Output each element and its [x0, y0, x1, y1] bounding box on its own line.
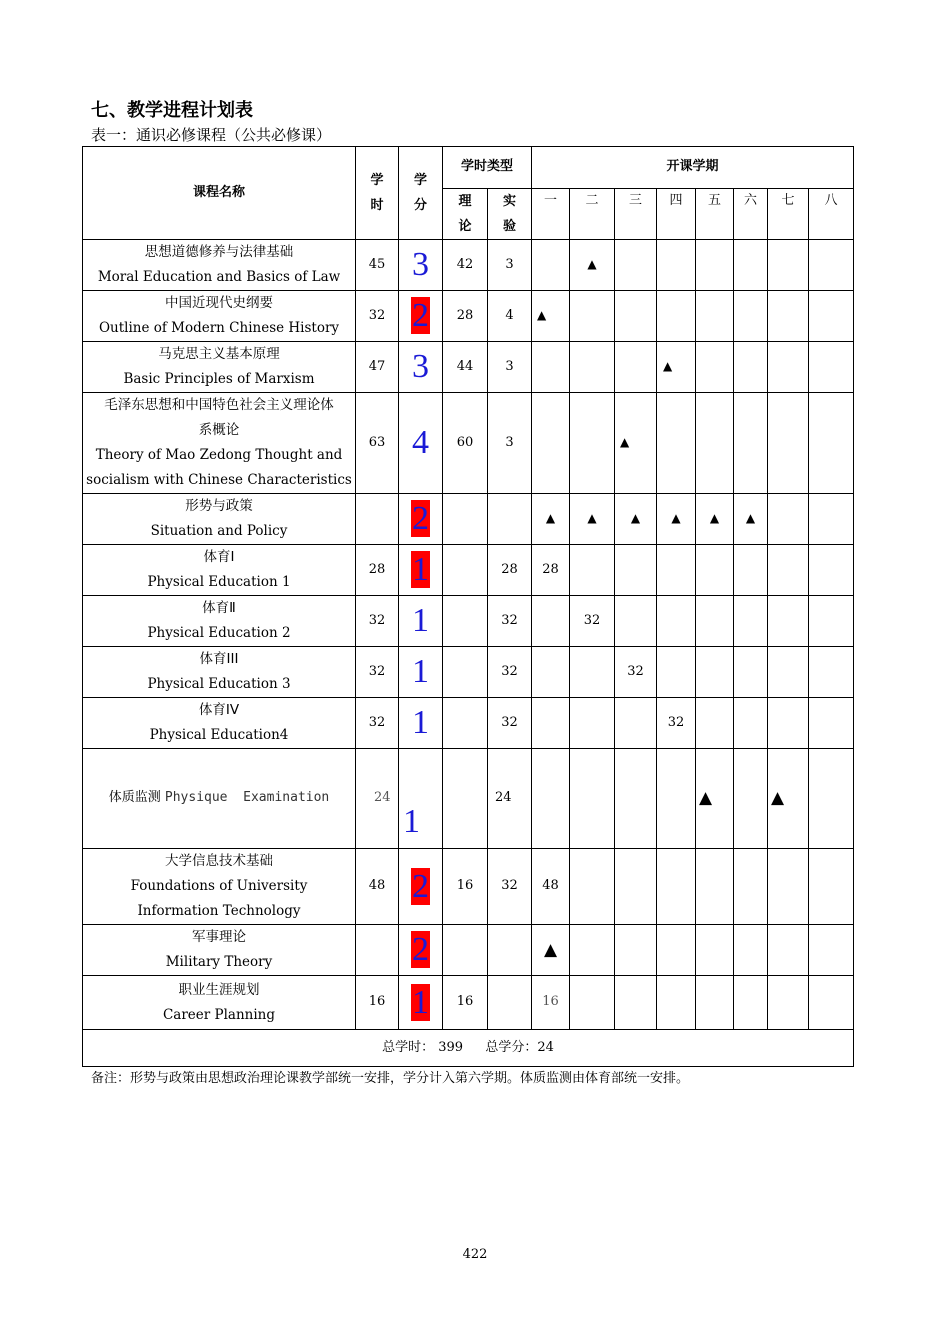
total-credits-value: 24: [537, 1039, 554, 1055]
header-theory: 理 论: [443, 189, 488, 240]
totals-cell: [83, 1030, 854, 1067]
term-cell: [570, 240, 615, 291]
header-course-name: 课程名称: [83, 147, 356, 240]
course-name-en: Career Planning: [162, 1006, 276, 1023]
term-cell: [657, 545, 696, 596]
course-name-en: Physical Education 1: [147, 574, 291, 590]
term-cell: 48: [532, 849, 570, 925]
course-name-cell: [83, 976, 356, 1030]
term-cell: [734, 698, 768, 749]
hours-cell: 32: [356, 647, 399, 698]
course-name-cn: 体育Ⅰ: [203, 549, 235, 565]
term-cell: [768, 849, 809, 925]
term-cell: [657, 393, 696, 494]
term-cell: [532, 240, 570, 291]
course-name-cn: 形势与政策: [185, 498, 253, 514]
term-cell: [657, 749, 696, 849]
term-cell: [768, 494, 809, 545]
term-cell: [657, 647, 696, 698]
credit-cell: [399, 925, 443, 976]
term-cell: [768, 596, 809, 647]
credit-value: 3: [412, 246, 429, 283]
hours-cell: 28: [356, 545, 399, 596]
term-cell: [532, 494, 570, 545]
term-cell: [532, 749, 570, 849]
credit-value: 1: [412, 704, 429, 741]
theory-cell: [443, 647, 488, 698]
section-title: 七、教学进程计划表: [91, 100, 253, 121]
triangle-icon: ▲: [671, 510, 681, 525]
header-term-2: 二: [570, 189, 615, 240]
term-cell: [809, 291, 854, 342]
term-cell: [809, 976, 854, 1030]
course-name-cell: [83, 647, 356, 698]
practice-cell: 32: [488, 596, 532, 647]
theory-cell: 16: [443, 976, 488, 1030]
table-row: [83, 749, 854, 849]
term-cell: [809, 240, 854, 291]
triangle-icon: ▲: [709, 510, 720, 525]
term-cell: [570, 494, 615, 545]
course-name-cn: 职业生涯规划: [178, 981, 260, 998]
term-cell: [657, 976, 696, 1030]
course-name-cn: 大学信息技术基础: [165, 853, 273, 869]
term-cell: [768, 698, 809, 749]
header-term-7: 七: [768, 189, 809, 240]
term-cell: [532, 647, 570, 698]
header-term-3: 三: [615, 189, 657, 240]
term-cell: 16: [532, 976, 570, 1030]
theory-cell: [443, 545, 488, 596]
header-term-8: 八: [809, 189, 854, 240]
term-cell: [696, 749, 734, 849]
term-cell: [615, 291, 657, 342]
term-cell: [657, 596, 696, 647]
course-name-en: Basic Principles of Marxism: [123, 371, 315, 387]
credit-value: 1: [412, 983, 429, 1021]
credit-value: 1: [412, 602, 429, 639]
term-cell: [734, 291, 768, 342]
term-cell: [809, 925, 854, 976]
course-name-cn: 体育III: [199, 651, 239, 667]
term-cell: [657, 291, 696, 342]
credit-cell: [399, 849, 443, 925]
header-term-5: 五: [696, 189, 734, 240]
practice-cell: [488, 976, 532, 1030]
term-cell: [615, 849, 657, 925]
theory-cell: 28: [443, 291, 488, 342]
term-cell: [768, 342, 809, 393]
course-name-cn: 中国近现代史纲要: [165, 295, 273, 311]
triangle-icon: ▲: [745, 510, 756, 525]
term-cell: [570, 545, 615, 596]
term-cell: [696, 291, 734, 342]
term-cell: 32: [657, 698, 696, 749]
term-cell: [696, 849, 734, 925]
term-cell: [615, 976, 657, 1030]
credit-value: 1: [403, 802, 420, 840]
theory-cell: 16: [443, 849, 488, 925]
term-cell: [532, 342, 570, 393]
table-row: [83, 849, 854, 925]
term-cell: [768, 647, 809, 698]
course-name-en-continued: Information Technology: [137, 903, 301, 919]
theory-cell: 60: [443, 393, 488, 494]
triangle-icon: ▲: [545, 510, 556, 525]
course-name-en: Physical Education4: [149, 727, 289, 743]
practice-cell: 32: [488, 698, 532, 749]
course-name-en: Foundations of University: [130, 878, 308, 894]
theory-cell: [443, 596, 488, 647]
header-semesters: 开课学期: [532, 147, 854, 189]
term-cell: [657, 494, 696, 545]
triangle-icon: ▲: [587, 256, 597, 271]
practice-cell: 3: [488, 240, 532, 291]
course-name-cell: [83, 393, 356, 494]
term-cell: [615, 698, 657, 749]
credit-cell: [399, 976, 443, 1030]
table-row: [83, 342, 854, 393]
remark-note: 备注：形势与政策由思想政治理论课教学部统一安排，学分计入第六学期。体质监测由体育部统一安排。: [91, 1071, 690, 1086]
total-credits-label: 总学分：: [485, 1039, 538, 1055]
course-name-cell: [83, 545, 356, 596]
term-cell: [696, 976, 734, 1030]
course-name-en: Military Theory: [165, 954, 273, 970]
course-name-cell: [83, 698, 356, 749]
teaching-plan-table: [82, 146, 854, 1067]
table-row: [83, 698, 854, 749]
term-cell: [768, 393, 809, 494]
table-caption: 表一：通识必修课程（公共必修课）: [91, 126, 332, 144]
term-cell: [809, 698, 854, 749]
term-cell: [657, 925, 696, 976]
practice-cell: [488, 925, 532, 976]
term-cell: [809, 342, 854, 393]
theory-cell: 42: [443, 240, 488, 291]
hours-cell: 63: [356, 393, 399, 494]
header-practice: 实 验: [488, 189, 532, 240]
term-cell: [696, 494, 734, 545]
term-cell: [734, 596, 768, 647]
term-cell: 32: [570, 596, 615, 647]
term-cell: [570, 647, 615, 698]
credit-value: 4: [412, 424, 429, 461]
term-cell: [734, 849, 768, 925]
page-number: 422: [462, 1247, 488, 1262]
term-cell: [768, 925, 809, 976]
credit-value: 2: [412, 867, 429, 905]
term-cell: [532, 698, 570, 749]
table-row: [83, 393, 854, 494]
header-credits: 学 分: [399, 147, 443, 240]
term-cell: [532, 393, 570, 494]
hours-cell: 45: [356, 240, 399, 291]
term-cell: [615, 925, 657, 976]
term-cell: [570, 849, 615, 925]
term-cell: [532, 291, 570, 342]
triangle-icon: ▲: [543, 939, 558, 960]
term-cell: [696, 698, 734, 749]
term-cell: [615, 749, 657, 849]
term-cell: 28: [532, 545, 570, 596]
credit-cell: [399, 647, 443, 698]
table-row: [83, 976, 854, 1030]
term-cell: [615, 545, 657, 596]
header-term-4: 四: [657, 189, 696, 240]
term-cell: [570, 393, 615, 494]
term-cell: [570, 976, 615, 1030]
course-name-cn: 马克思主义基本原理: [158, 346, 280, 362]
hours-cell: [356, 925, 399, 976]
table-row: [83, 596, 854, 647]
term-cell: [615, 342, 657, 393]
term-cell: [657, 240, 696, 291]
credit-cell: [399, 698, 443, 749]
term-cell: [734, 545, 768, 596]
triangle-icon: ▲: [699, 788, 713, 809]
term-cell: [734, 240, 768, 291]
term-cell: [768, 240, 809, 291]
practice-cell: 32: [488, 647, 532, 698]
triangle-icon: ▲: [663, 358, 673, 373]
triangle-icon: ▲: [620, 434, 630, 449]
course-name-cell: [83, 849, 356, 925]
practice-cell: 3: [488, 393, 532, 494]
term-cell: [734, 976, 768, 1030]
credit-cell: [399, 342, 443, 393]
triangle-icon: ▲: [537, 307, 547, 322]
term-cell: [734, 494, 768, 545]
term-cell: [809, 596, 854, 647]
course-name-cell: [83, 494, 356, 545]
course-name-en: Situation and Policy: [150, 523, 288, 539]
term-cell: 32: [615, 647, 657, 698]
course-name-en: Physical Education 2: [147, 625, 291, 641]
course-name-cell: [83, 596, 356, 647]
term-cell: [570, 342, 615, 393]
credit-cell: [399, 596, 443, 647]
hours-cell: 32: [356, 596, 399, 647]
term-cell: [768, 291, 809, 342]
theory-cell: 44: [443, 342, 488, 393]
course-name-cn: 体育Ⅱ: [202, 600, 236, 616]
credit-cell: [399, 240, 443, 291]
hours-cell: 47: [356, 342, 399, 393]
term-cell: [615, 393, 657, 494]
total-hours-label: 总学时：: [382, 1039, 435, 1055]
course-name-en: Outline of Modern Chinese History: [98, 320, 340, 336]
hours-cell: 48: [356, 849, 399, 925]
course-name-cn-continued: 系概论: [198, 422, 240, 438]
header-term-6: 六: [734, 189, 768, 240]
theory-cell: [443, 698, 488, 749]
term-cell: [615, 494, 657, 545]
header-term-1: 一: [532, 189, 570, 240]
practice-cell: 4: [488, 291, 532, 342]
term-cell: [809, 849, 854, 925]
term-cell: [570, 749, 615, 849]
term-cell: [615, 240, 657, 291]
term-cell: [734, 393, 768, 494]
course-name-cell: [83, 342, 356, 393]
course-name-cn: 体育IV: [198, 702, 240, 718]
header-hour-type: 学时类型: [443, 147, 532, 189]
term-cell: [768, 976, 809, 1030]
triangle-icon: ▲: [587, 510, 597, 525]
credit-value: 2: [412, 931, 429, 968]
term-cell: [657, 849, 696, 925]
credit-cell: [399, 291, 443, 342]
total-hours-value: 399: [438, 1039, 464, 1055]
term-cell: [734, 925, 768, 976]
term-cell: [768, 545, 809, 596]
course-name-cell: [83, 291, 356, 342]
course-name-cn: 体质监测: [108, 790, 161, 806]
course-name-en: Physique Examination: [164, 790, 330, 806]
term-cell: [809, 393, 854, 494]
practice-cell: 3: [488, 342, 532, 393]
totals-row: [83, 1030, 854, 1067]
hours-cell: [356, 494, 399, 545]
table-row: [83, 494, 854, 545]
triangle-icon: ▲: [771, 788, 785, 809]
term-cell: [657, 342, 696, 393]
table-row: [83, 647, 854, 698]
practice-cell: 32: [488, 849, 532, 925]
course-name-en: Theory of Mao Zedong Thought and: [95, 447, 343, 463]
hours-cell: 24: [356, 749, 399, 849]
table-row: [83, 545, 854, 596]
course-name-cn: 思想道德修养与法律基础: [144, 244, 294, 260]
term-cell: [696, 342, 734, 393]
term-cell: [734, 647, 768, 698]
term-cell: [570, 291, 615, 342]
credit-value: 2: [412, 297, 429, 334]
course-name-en: Moral Education and Basics of Law: [97, 269, 341, 285]
term-cell: [696, 647, 734, 698]
theory-cell: [443, 749, 488, 849]
credit-value: 2: [412, 500, 429, 537]
course-name-cn: 毛泽东思想和中国特色社会主义理论体: [104, 397, 334, 413]
term-cell: [809, 494, 854, 545]
term-cell: [696, 596, 734, 647]
term-cell: [734, 342, 768, 393]
course-name-cell: [83, 240, 356, 291]
term-cell: [696, 925, 734, 976]
term-cell: [615, 596, 657, 647]
course-name-en: Physical Education 3: [147, 676, 291, 692]
term-cell: [570, 698, 615, 749]
term-cell: [696, 545, 734, 596]
header-row-1: [83, 147, 854, 189]
term-cell: [570, 925, 615, 976]
term-cell: [809, 647, 854, 698]
table-row: [83, 291, 854, 342]
hours-cell: 32: [356, 291, 399, 342]
term-cell: [809, 545, 854, 596]
credit-cell: [399, 545, 443, 596]
term-cell: [768, 749, 809, 849]
course-name-en-continued: socialism with Chinese Characteristics: [86, 472, 352, 488]
term-cell: [809, 749, 854, 849]
table-row: [83, 240, 854, 291]
credit-cell: [399, 494, 443, 545]
table-row: [83, 925, 854, 976]
hours-cell: 16: [356, 976, 399, 1030]
triangle-icon: ▲: [630, 510, 641, 525]
term-cell: [696, 393, 734, 494]
header-hours: 学 时: [356, 147, 399, 240]
term-cell: [734, 749, 768, 849]
credit-cell: [399, 749, 443, 849]
course-name-cn: 军事理论: [192, 929, 246, 945]
hours-cell: 32: [356, 698, 399, 749]
theory-cell: [443, 494, 488, 545]
term-cell: [696, 240, 734, 291]
practice-cell: 24: [488, 749, 532, 849]
credit-cell: [399, 393, 443, 494]
term-cell: [532, 596, 570, 647]
practice-cell: 28: [488, 545, 532, 596]
credit-value: 1: [412, 653, 429, 690]
course-name-cell: [83, 749, 356, 849]
course-name-cell: [83, 925, 356, 976]
term-cell: [532, 925, 570, 976]
theory-cell: [443, 925, 488, 976]
credit-value: 1: [412, 551, 429, 588]
credit-value: 3: [412, 348, 429, 385]
practice-cell: [488, 494, 532, 545]
